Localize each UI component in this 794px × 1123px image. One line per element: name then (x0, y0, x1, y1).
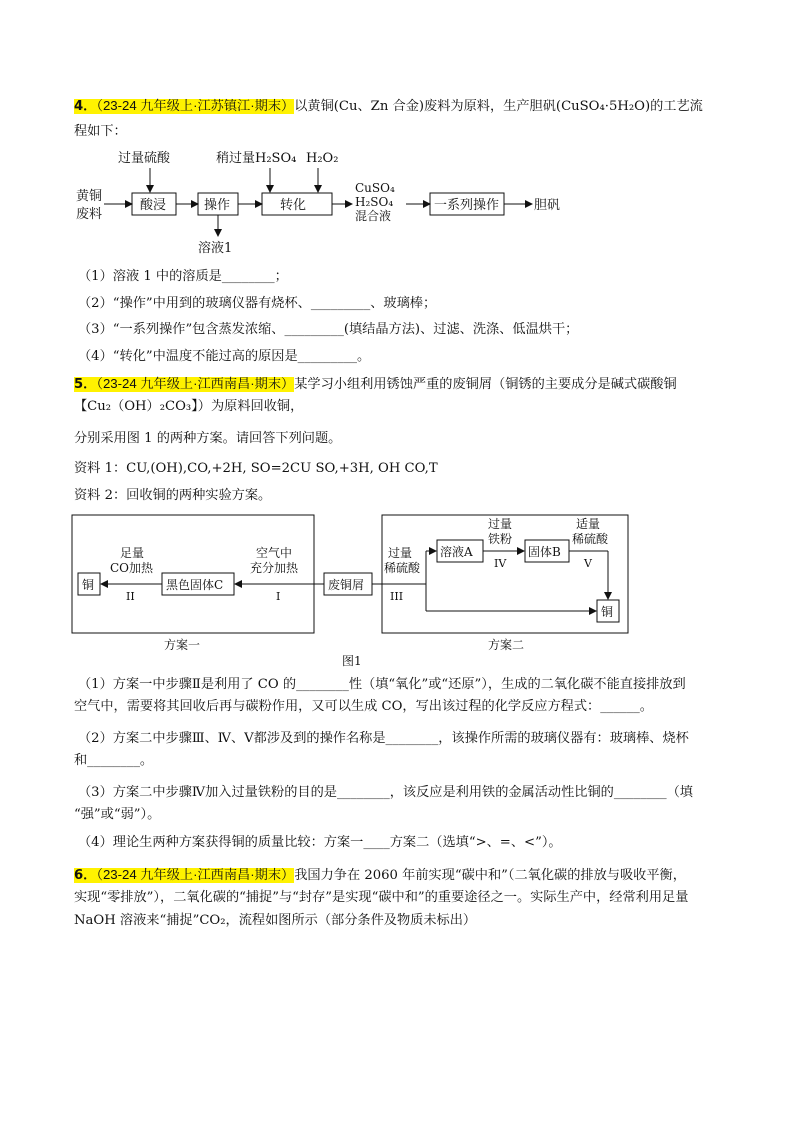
q4-number: 4． (74, 99, 97, 114)
q5-stem-line3: 分别采用图 1 的两种方案。请回答下列问题。 (74, 431, 342, 446)
q4-flow-step1: 酸浸 (140, 198, 167, 213)
q5-source: （23-24 九年级上·江西南昌·期末） (96, 376, 295, 391)
plan1-step-II: II (126, 590, 135, 603)
plan1-co-label2: CO加热 (110, 561, 154, 575)
q4-flow-input-line2: 废料 (76, 207, 103, 222)
q4-stem-line1 (74, 97, 703, 116)
q6-source: （23-24 九年级上·江西南昌·期末） (96, 867, 295, 882)
plan2-copper: 铜 (601, 605, 614, 619)
q5-figure (70, 511, 630, 669)
q5-source-highlight (74, 377, 294, 392)
plan2-title: 方案二 (488, 638, 525, 652)
q5-info2: 资料 2：回收铜的两种实验方案。 (74, 488, 272, 503)
q4-flow-step4: 一系列操作 (434, 198, 500, 213)
q4-flow-mix-line1: CuSO₄ (355, 181, 395, 195)
plan2-iron-label2: 铁粉 (488, 532, 513, 546)
q5-sub3-line2: “强”或“弱”）。 (74, 807, 161, 822)
plan2-acid2-label2: 稀硫酸 (572, 532, 609, 546)
q6-stem-line2: 实现“零排放”），二氧化碳的“捕捉”与“封存”是实现“碳中和”的重要途径之一。实际生产中，经常利用足量 (74, 890, 689, 905)
q6-source-highlight (74, 868, 294, 883)
q6-stem-text: 我国力争在 2060 年前实现“碳中和”（二氧化碳的排放与吸收平衡， (294, 868, 686, 883)
plan2-acid2-label1: 适量 (576, 517, 601, 531)
q5-sub3-line1: （3）方案二中步骤Ⅳ加入过量铁粉的目的是________，该反应是利用铁的金属活动性比铜的________（填 (78, 785, 693, 800)
plan2-solution-a: 溶液A (440, 545, 473, 559)
q5-stem-line1 (74, 375, 677, 394)
plan2-solid-b: 固体B (528, 545, 561, 559)
q4-flow-reagent1: 过量硫酸 (118, 151, 171, 166)
plan2-step-IV: IV (494, 557, 507, 570)
q4-source: （23-24 九年级上·江苏镇江·期末） (96, 98, 295, 113)
q4-flow-product: 胆矾 (534, 198, 561, 213)
q5-sub1-line1: （1）方案一中步骤Ⅱ是利用了 CO 的________性（填“氧化”或“还原”），生成的二氧化碳不能直接排放到 (78, 677, 686, 692)
plan2-iron-label1: 过量 (488, 517, 513, 531)
plan1-copper: 铜 (82, 578, 95, 592)
q4-flow-step2: 操作 (204, 198, 231, 213)
plan1-air-label1: 空气中 (256, 546, 293, 560)
q5-sub2-line2: 和________。 (74, 753, 154, 768)
q5-info1: 资料 1：CU,(OH),CO,+2H, SO=2CU SO,+3H, OH CO,T (74, 461, 438, 476)
q4-flow-filtrate: 溶液1 (198, 241, 233, 256)
q4-source-highlight (74, 99, 294, 114)
q4-flow-mix-line3: 混合液 (355, 209, 392, 223)
q4-flow-mix-line2: H₂SO₄ (355, 195, 394, 209)
plan1-air-label2: 充分加热 (250, 561, 299, 575)
q4-sub3: （3）“一系列操作”包含蒸发浓缩、_________(填结晶方法)、过滤、洗涤、低温烘干； (78, 322, 579, 337)
q5-sub4: （4）理论生两种方案获得铜的质量比较：方案一____方案二（选填“>、=、<”）。 (78, 835, 562, 850)
q4-sub4: （4）“转化”中温度不能过高的原因是_________。 (78, 349, 371, 364)
q4-stem-text: 以黄铜(Cu、Zn 合金)废料为原料，生产胆矾(CuSO₄·5H₂O)的工艺流 (294, 99, 703, 114)
q4-flow-diagram (70, 148, 590, 258)
plan2-step-V: V (584, 557, 592, 570)
q5-number: 5． (74, 377, 97, 392)
q4-flow-input-line1: 黄铜 (76, 189, 103, 204)
plan1-step-I: I (276, 590, 281, 603)
plan2-acid-label1: 过量 (388, 546, 413, 560)
q6-number: 6． (74, 868, 97, 883)
plan1-co-label1: 足量 (120, 546, 145, 560)
q5-sub2-line1: （2）方案二中步骤Ⅲ、Ⅳ、Ⅴ都涉及到的操作名称是________，该操作所需的玻璃仪器有：玻璃棒、烧杯 (78, 731, 689, 746)
q6-stem-line1 (74, 866, 686, 885)
q6-stem-line3: NaOH 溶液来“捕捉”CO₂，流程如图所示（部分条件及物质未标出） (74, 913, 477, 928)
q4-sub1: （1）溶液 1 中的溶质是________； (78, 269, 288, 284)
q5-sub1-line2: 空气中，需要将其回收后再与碳粉作用，又可以生成 CO，写出该过程的化学反应方程式：______。 (74, 699, 653, 714)
q4-stem-line2: 程如下： (74, 124, 127, 139)
q4-sub2: （2）“操作”中用到的玻璃仪器有烧杯、_________、玻璃棒； (78, 296, 437, 311)
q4-flow-step3: 转化 (280, 198, 307, 213)
waste-copper: 废铜屑 (328, 578, 365, 592)
plan1-black-solid: 黑色固体C (166, 578, 224, 592)
figure-caption: 图1 (342, 654, 362, 668)
q4-flow-reagent3: H₂O₂ (306, 151, 339, 166)
q4-flow-reagent2: 稍过量H₂SO₄ (216, 151, 297, 166)
q5-stem-text: 某学习小组利用锈蚀严重的废铜屑（铜锈的主要成分是碱式碳酸铜 (294, 377, 677, 392)
q5-stem-line2: 【Cu₂（OH）₂CO₃】）为原料回收铜， (74, 399, 304, 414)
plan2-acid-label2: 稀硫酸 (384, 561, 421, 575)
plan1-title: 方案一 (164, 638, 201, 652)
plan2-step-III: III (390, 590, 404, 603)
